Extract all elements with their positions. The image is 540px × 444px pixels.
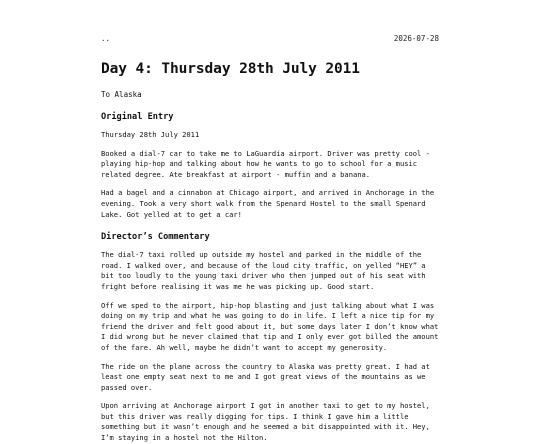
article <box>101 58 441 444</box>
paragraph: Upon arriving at Anchorage airport I got in another taxi to get to my hostel, but this driver was really digging for tips. I think I gave him a little something but it wasn’t enough and he seemed a bit disappointed with it. Hey, I’m staying in a hostel not the Hilton. <box>101 401 430 443</box>
breadcrumb-link[interactable]: .. <box>101 34 111 43</box>
paragraph: Booked a dial-7 car to take me to LaGuardia airport. Driver was pretty cool - playing hip-hop and talking about how he wants to go to school for a music related degree. Ate breakfast at airport - muffin and a banana. <box>101 148 430 179</box>
section-heading-original-entry: Original Entry <box>101 112 174 122</box>
page-subtitle: To Alaska <box>101 90 142 99</box>
top-bar <box>101 34 439 46</box>
paragraph: The dial-7 taxi rolled up outside my hostel and parked in the middle of the road. I walked over, and because of the loud city traffic, on yelled “HEY” a bit too loudly to the young taxi driver who then jumped out of his seat with fright before realising it was me he was picking up. Good start. <box>101 250 426 291</box>
section-heading-directors-commentary: Director’s Commentary <box>101 232 210 243</box>
page-date: 2026-07-28 <box>393 34 439 43</box>
paragraph: The ride on the plane across the country to Alaska was pretty great. I had at least one empty seat next to me and I got great views of the mountains as we passed over. <box>101 361 430 392</box>
paragraph: Off we sped to the airport, hip-hop blasting and just talking about what I was doing on my trip and what he was going to do in life. I left a nice tip for my friend the driver and felt good about it, but some days later I don’t know what I did wrong but he never claimed that tip and I only ever got billed the amount of the fare. Ah well, maybe he didn’t want to accept my generosity. <box>101 300 439 352</box>
page-title: Day 4: Thursday 28th July 2011 <box>101 61 360 77</box>
paragraph: Had a bagel and a cinnabon at Chicago airport, and arrived in Anchorage in the evening. Took a very short walk from the Spenard Hostel to the small Spenard Lake. Got yelled at to get a car! <box>101 188 435 219</box>
entry-date: Thursday 28th July 2011 <box>101 130 200 139</box>
